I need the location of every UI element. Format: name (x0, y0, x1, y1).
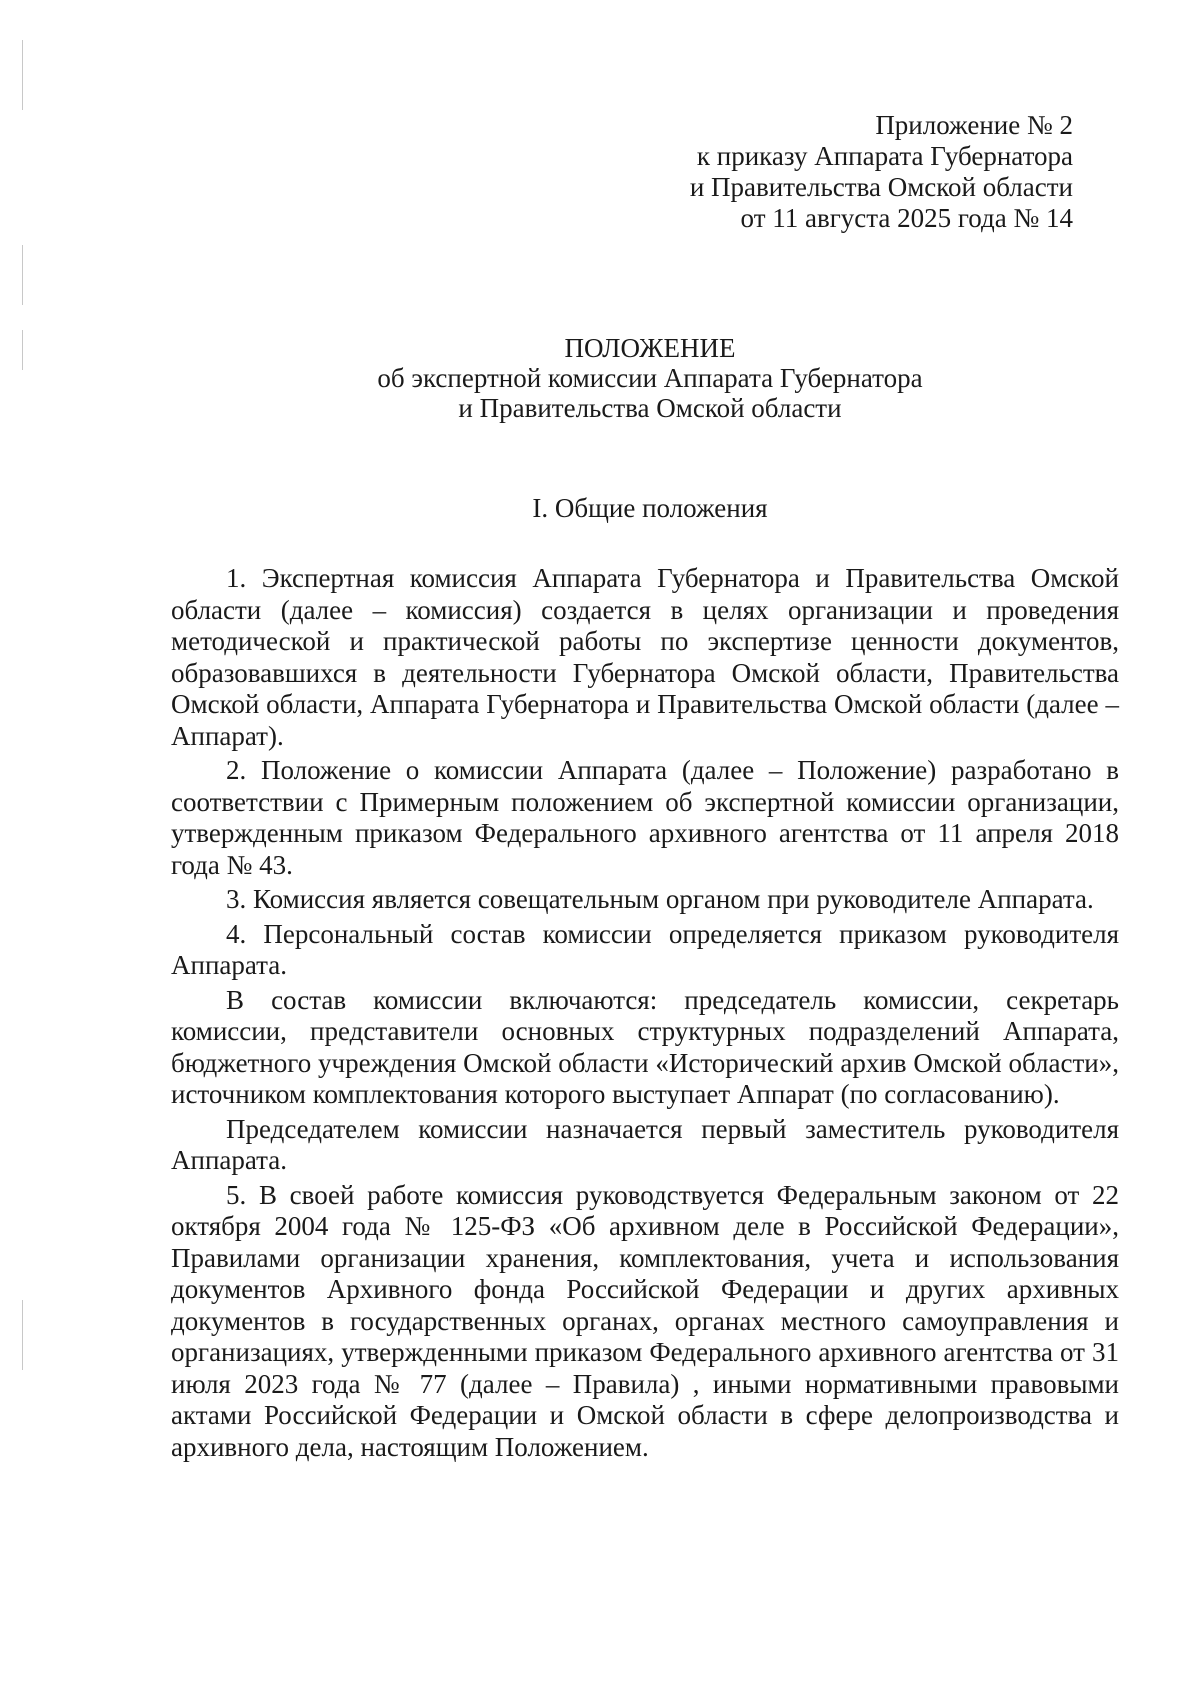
scan-edge-mark (22, 330, 23, 370)
title-subtitle: об экспертной комиссии Аппарата Губернатора (377, 363, 923, 393)
scan-edge-mark (22, 245, 23, 305)
appendix-line: от 11 августа 2025 года № 14 (740, 203, 1073, 233)
paragraph: 4. Персональный состав комиссии определяется приказом руководителя Аппарата. (171, 918, 1119, 980)
document-title (200, 333, 1100, 423)
title-subtitle: и Правительства Омской области (458, 393, 842, 423)
scan-edge-mark (22, 40, 23, 110)
paragraph: 1. Экспертная комиссия Аппарата Губернатора и Правительства Омской области (далее – комиссия) создается в целях организации и проведения методической и практической работы по экспертизе ценности документов, образовавшихся в деятельности Губернатора Омской области, Правительства Омской области, Аппарата Губернатора и Правительства Омской области (далее – Аппарат). (171, 563, 1119, 751)
appendix-line: Приложение № 2 (875, 110, 1073, 140)
document-body (171, 563, 1119, 1466)
paragraph: 5. В своей работе комиссия руководствуется Федеральным законом от 22 октября 2004 года № 125-ФЗ «Об архивном деле в Российской Федерации», Правилами организации хранения, комплектования, учета и использования документов Архивного фонда Российской Федерации и других архивных документов в государственных органах, органах местного самоуправления и организациях, утвержденными приказом Федерального архивного агентства от 31 июля 2023 года № 77 (далее – Правила) , иными нормативными правовыми актами Российской Федерации и Омской области в сфере делопроизводства и архивного дела, настоящим Положением. (171, 1179, 1119, 1462)
title-main: ПОЛОЖЕНИЕ (564, 333, 736, 363)
scan-edge-mark (22, 1300, 23, 1370)
appendix-line: к приказу Аппарата Губернатора (696, 141, 1073, 171)
paragraph: 3. Комиссия является совещательным органом при руководителе Аппарата. (226, 884, 1094, 914)
appendix-line: и Правительства Омской области (689, 172, 1073, 202)
paragraph: В состав комиссии включаются: председатель комиссии, секретарь комиссии, представители основных структурных подразделений Аппарата, бюджетного учреждения Омской области «Исторический архив Омской области», источником комплектования которого выступает Аппарат (по согласованию). (171, 984, 1119, 1109)
appendix-header (690, 110, 1073, 234)
paragraph: 2. Положение о комиссии Аппарата (далее – Положение) разработано в соответствии с Примерным положением об экспертной комиссии организации, утвержденным приказом Федерального архивного агентства от 11 апреля 2018 года № 43. (171, 755, 1119, 880)
section-heading: I. Общие положения (532, 493, 768, 523)
paragraph: Председателем комиссии назначается первый заместитель руководителя Аппарата. (171, 1113, 1119, 1175)
